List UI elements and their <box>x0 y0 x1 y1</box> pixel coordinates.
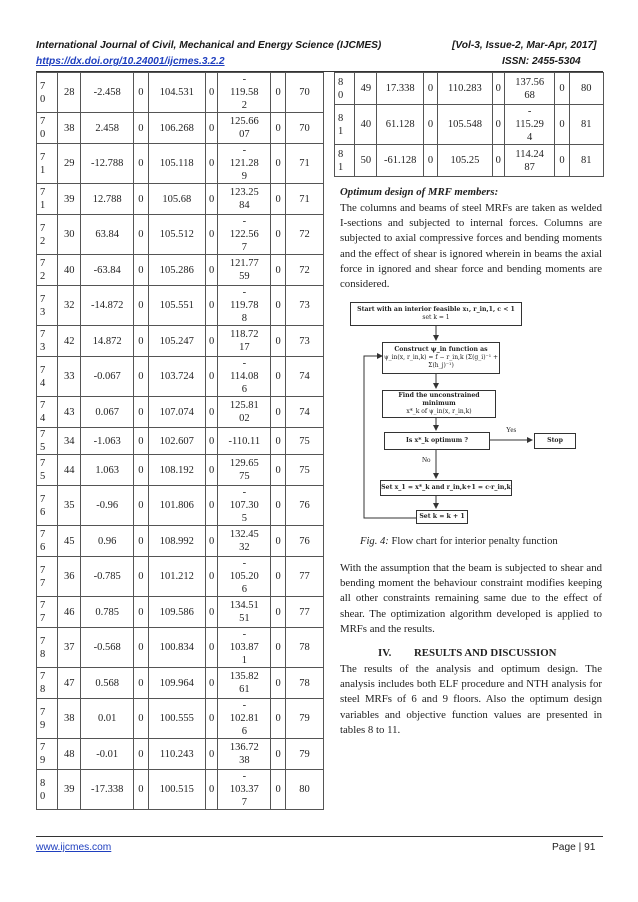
flow-find-text: Find the unconstrained minimum <box>398 392 480 407</box>
table-cell: 7 4 <box>37 357 58 397</box>
table-cell: 0.01 <box>81 699 134 739</box>
table-cell: 0 <box>271 597 286 628</box>
table-cell: 0 <box>134 397 149 428</box>
table-cell: 28 <box>58 73 81 113</box>
table-cell: 63.84 <box>81 215 134 255</box>
table-cell: 125.66 07 <box>218 113 271 144</box>
table-cell: -63.84 <box>81 255 134 286</box>
table-cell: - 115.29 4 <box>504 105 555 145</box>
table-cell: 46 <box>58 597 81 628</box>
table-cell: 135.82 61 <box>218 668 271 699</box>
table-cell: 79 <box>285 739 323 770</box>
table-cell: 0 <box>205 326 218 357</box>
table-row <box>335 73 604 105</box>
figure-caption <box>360 536 558 547</box>
table-cell: 105.25 <box>438 145 493 177</box>
table-cell: 110.243 <box>148 739 205 770</box>
table-cell: 12.788 <box>81 184 134 215</box>
table-cell: - 103.87 1 <box>218 628 271 668</box>
table-row <box>37 113 324 144</box>
table-cell: 136.72 38 <box>218 739 271 770</box>
table-row <box>37 597 324 628</box>
table-cell: 0 <box>555 105 569 145</box>
paragraph-results: The results of the analysis and optimum design. The analysis includes both ELF procedure and NTH analysis for steel MRFs of 6 and 9 floors. Also the optimum design variables and objective function values are presented in tables 8 to 11. <box>340 663 602 736</box>
table-cell: 0 <box>205 668 218 699</box>
table-cell: 29 <box>58 144 81 184</box>
table-cell: 8 0 <box>37 770 58 810</box>
flow-question-box <box>384 432 490 450</box>
table-cell: 34 <box>58 428 81 455</box>
table-cell: 2.458 <box>81 113 134 144</box>
table-cell: 7 0 <box>37 73 58 113</box>
table-cell: 78 <box>285 628 323 668</box>
table-cell: 40 <box>58 255 81 286</box>
table-cell: -1.063 <box>81 428 134 455</box>
table-cell: 107.074 <box>148 397 205 428</box>
table-cell: 129.65 75 <box>218 455 271 486</box>
table-row <box>37 397 324 428</box>
table-cell: - 114.08 6 <box>218 357 271 397</box>
table-cell: 0 <box>555 73 569 105</box>
table-cell: 0 <box>205 597 218 628</box>
table-cell: 0 <box>271 526 286 557</box>
table-cell: 0 <box>205 526 218 557</box>
table-cell: 80 <box>569 73 603 105</box>
table-cell: 123.25 84 <box>218 184 271 215</box>
table-cell: 0 <box>134 215 149 255</box>
table-cell: -17.338 <box>81 770 134 810</box>
table-cell: 0 <box>205 357 218 397</box>
table-cell: 0 <box>134 597 149 628</box>
table-cell: 7 1 <box>37 144 58 184</box>
table-cell: 73 <box>285 286 323 326</box>
volume-info: [Vol-3, Issue-2, Mar-Apr, 2017] <box>452 40 597 51</box>
table-cell: 7 6 <box>37 526 58 557</box>
table-cell: 0 <box>134 326 149 357</box>
table-row <box>37 184 324 215</box>
table-cell: 44 <box>58 455 81 486</box>
figure-label: Fig. 4: <box>360 536 389 547</box>
table-cell: 132.45 32 <box>218 526 271 557</box>
table-cell: 103.724 <box>148 357 205 397</box>
table-cell: 7 9 <box>37 699 58 739</box>
table-cell: 0 <box>271 326 286 357</box>
table-cell: 7 6 <box>37 486 58 526</box>
table-cell: 0 <box>271 286 286 326</box>
table-cell: 0 <box>205 215 218 255</box>
table-cell: -0.01 <box>81 739 134 770</box>
section-heading-mrf: Optimum design of MRF members: <box>340 186 499 198</box>
table-cell: 71 <box>285 144 323 184</box>
table-cell: 0 <box>271 113 286 144</box>
table-cell: - 119.78 8 <box>218 286 271 326</box>
table-cell: 70 <box>285 113 323 144</box>
table-cell: 7 2 <box>37 255 58 286</box>
table-cell: 105.68 <box>148 184 205 215</box>
table-cell: 76 <box>285 486 323 526</box>
table-cell: 1.063 <box>81 455 134 486</box>
table-cell: 0 <box>492 105 504 145</box>
table-row <box>37 526 324 557</box>
table-cell: 0 <box>271 455 286 486</box>
flow-find-box <box>382 390 496 418</box>
table-cell: 0 <box>205 144 218 184</box>
table-cell: 39 <box>58 770 81 810</box>
table-row <box>37 486 324 526</box>
table-cell: 42 <box>58 326 81 357</box>
table-cell: 0.785 <box>81 597 134 628</box>
table-cell: 72 <box>285 255 323 286</box>
table-cell: 38 <box>58 113 81 144</box>
table-cell: 77 <box>285 597 323 628</box>
table-cell: 7 8 <box>37 628 58 668</box>
flow-yes-label: Yes <box>506 426 517 434</box>
table-cell: 118.72 17 <box>218 326 271 357</box>
table-cell: 74 <box>285 397 323 428</box>
table-cell: 73 <box>285 326 323 357</box>
table-cell: 0 <box>134 255 149 286</box>
table-cell: 43 <box>58 397 81 428</box>
table-cell: 0 <box>134 526 149 557</box>
table-cell: 48 <box>58 739 81 770</box>
table-cell: 0 <box>271 770 286 810</box>
table-row <box>37 144 324 184</box>
table-cell: 40 <box>355 105 377 145</box>
table-cell: 7 8 <box>37 668 58 699</box>
table-cell: 7 9 <box>37 739 58 770</box>
table-cell: 0 <box>205 113 218 144</box>
table-row <box>37 739 324 770</box>
table-cell: -0.568 <box>81 628 134 668</box>
table-cell: - 121.28 9 <box>218 144 271 184</box>
table-cell: 105.118 <box>148 144 205 184</box>
table-cell: - 107.30 5 <box>218 486 271 526</box>
table-cell: 49 <box>355 73 377 105</box>
table-cell: 81 <box>569 105 603 145</box>
table-row <box>37 428 324 455</box>
table-row <box>37 255 324 286</box>
table-cell: 0 <box>134 286 149 326</box>
table-cell: 0.96 <box>81 526 134 557</box>
table-row <box>37 326 324 357</box>
table-cell: 0 <box>271 255 286 286</box>
table-cell: 37 <box>58 628 81 668</box>
table-cell: 0 <box>205 286 218 326</box>
table-cell: 39 <box>58 184 81 215</box>
table-cell: 0 <box>423 105 437 145</box>
table-cell: 0 <box>134 770 149 810</box>
table-cell: -2.458 <box>81 73 134 113</box>
table-cell: 105.548 <box>438 105 493 145</box>
table-cell: 0 <box>271 357 286 397</box>
table-cell: 0 <box>134 557 149 597</box>
table-cell: 7 2 <box>37 215 58 255</box>
figure-caption-text: Flow chart for interior penalty function <box>388 536 558 547</box>
doi-link[interactable]: https://dx.doi.org/10.24001/ijcmes.3.2.2 <box>36 56 225 67</box>
table-cell: 100.555 <box>148 699 205 739</box>
table-cell: 100.515 <box>148 770 205 810</box>
table-cell: 38 <box>58 699 81 739</box>
table-cell: 7 0 <box>37 113 58 144</box>
table-cell: 75 <box>285 455 323 486</box>
footer-rule <box>36 836 603 837</box>
table-cell: 61.128 <box>377 105 424 145</box>
table-cell: 0 <box>134 668 149 699</box>
table-cell: - 102.81 6 <box>218 699 271 739</box>
flow-construct-text: Construct ψ_in function as <box>394 346 488 353</box>
table-cell: 101.212 <box>148 557 205 597</box>
table-row <box>37 668 324 699</box>
table-cell: 72 <box>285 215 323 255</box>
table-cell: 100.834 <box>148 628 205 668</box>
table-cell: 7 7 <box>37 597 58 628</box>
journal-title: International Journal of Civil, Mechanical and Energy Science (IJCMES) <box>36 40 382 51</box>
table-cell: 108.192 <box>148 455 205 486</box>
table-cell: 106.268 <box>148 113 205 144</box>
flow-start-text: Start with an interior feasible x₁, r_in,1, c < 1 <box>357 306 515 313</box>
table-cell: 0 <box>134 455 149 486</box>
table-cell: 0 <box>134 486 149 526</box>
table-cell: -0.067 <box>81 357 134 397</box>
table-cell: 45 <box>58 526 81 557</box>
table-cell: 0 <box>134 113 149 144</box>
table-cell: 14.872 <box>81 326 134 357</box>
section-number: IV. <box>378 647 392 659</box>
table-cell: 0 <box>271 668 286 699</box>
table-cell: 105.247 <box>148 326 205 357</box>
table-cell: 30 <box>58 215 81 255</box>
table-cell: 76 <box>285 526 323 557</box>
table-cell: 0 <box>423 73 437 105</box>
table-cell: 0 <box>205 699 218 739</box>
table-cell: -110.11 <box>218 428 271 455</box>
table-cell: 104.531 <box>148 73 205 113</box>
table-cell: 0 <box>271 628 286 668</box>
flow-set-text: Set x_1 = x*_k and r_in,k+1 = c·r_in,k <box>381 484 511 491</box>
flow-stop-box <box>534 433 576 449</box>
table-cell: 0 <box>271 397 286 428</box>
flow-stop-text: Stop <box>547 437 563 444</box>
table-cell: -14.872 <box>81 286 134 326</box>
flow-construct-formula: ψ_in(x, r_in,k) = f − r_in,k (Σ(g_i)⁻¹ + Σ(h_j)⁻¹) <box>383 354 499 369</box>
table-cell: 50 <box>355 145 377 177</box>
table-cell: 0 <box>271 739 286 770</box>
flow-construct-box <box>382 342 500 374</box>
table-cell: 7 5 <box>37 428 58 455</box>
table-cell: 7 5 <box>37 455 58 486</box>
table-cell: 0 <box>271 215 286 255</box>
table-row <box>37 73 324 113</box>
table-cell: 0 <box>271 486 286 526</box>
table-row <box>37 455 324 486</box>
flow-increment-box <box>416 510 468 524</box>
footer-site-link[interactable]: www.ijcmes.com <box>36 842 112 853</box>
table-cell: 114.24 87 <box>504 145 555 177</box>
paragraph-shear: With the assumption that the beam is subjected to shear and bending moment the behaviour constraint modifies keeping all other constraints remaining same due to the effect of shear. The optimization algorithm developed is applied to MRFs and the results. <box>340 562 602 635</box>
table-row <box>37 770 324 810</box>
paragraph-mrf: The columns and beams of steel MRFs are taken as welded I-sections and subjected to internal forces. Columns are subjected to axial compressive forces and bending moments and the effect of shear is ignored wherein in beams the axial force in ignored and shear force and bending moments are considered. <box>340 202 602 291</box>
section-heading-results: RESULTS AND DISCUSSION <box>414 647 557 659</box>
table-row <box>37 215 324 255</box>
flow-no-label: No <box>422 456 431 464</box>
table-cell: - 105.20 6 <box>218 557 271 597</box>
table-cell: 0.568 <box>81 668 134 699</box>
table-cell: 0 <box>134 144 149 184</box>
flow-find-text2: x*_k of ψ_in(x, r_in,k) <box>406 408 472 415</box>
table-cell: 105.551 <box>148 286 205 326</box>
table-cell: 0 <box>134 184 149 215</box>
table-cell: 105.512 <box>148 215 205 255</box>
table-cell: 0 <box>134 699 149 739</box>
issn: ISSN: 2455-5304 <box>502 56 581 67</box>
table-cell: 0 <box>271 184 286 215</box>
page-number: Page | 91 <box>552 842 596 853</box>
table-row <box>37 699 324 739</box>
table-cell: 35 <box>58 486 81 526</box>
table-cell: -0.785 <box>81 557 134 597</box>
flowchart-figure <box>342 296 604 526</box>
table-cell: 17.338 <box>377 73 424 105</box>
table-cell: 0 <box>271 557 286 597</box>
table-cell: 0 <box>134 628 149 668</box>
table-cell: 0 <box>271 73 286 113</box>
table-cell: 75 <box>285 428 323 455</box>
table-cell: 79 <box>285 699 323 739</box>
table-cell: 7 4 <box>37 397 58 428</box>
table-cell: 7 1 <box>37 184 58 215</box>
table-row <box>335 145 604 177</box>
table-cell: 7 3 <box>37 326 58 357</box>
table-cell: 0 <box>205 557 218 597</box>
table-row <box>37 286 324 326</box>
flow-set-box <box>380 480 512 496</box>
table-cell: 0 <box>134 357 149 397</box>
table-cell: 80 <box>285 770 323 810</box>
table-cell: 36 <box>58 557 81 597</box>
table-row <box>37 557 324 597</box>
table-cell: 102.607 <box>148 428 205 455</box>
table-cell: 0 <box>134 739 149 770</box>
table-cell: 74 <box>285 357 323 397</box>
table-cell: 71 <box>285 184 323 215</box>
table-cell: 0.067 <box>81 397 134 428</box>
flow-increment-text: Set k = k + 1 <box>419 513 465 520</box>
table-cell: 108.992 <box>148 526 205 557</box>
table-cell: 78 <box>285 668 323 699</box>
table-cell: 77 <box>285 557 323 597</box>
table-cell: 110.283 <box>438 73 493 105</box>
table-cell: 0 <box>205 397 218 428</box>
table-cell: 8 1 <box>335 105 355 145</box>
table-cell: -61.128 <box>377 145 424 177</box>
table-cell: 0 <box>205 628 218 668</box>
results-table-right <box>334 72 604 177</box>
table-cell: 109.586 <box>148 597 205 628</box>
table-cell: 105.286 <box>148 255 205 286</box>
table-cell: - 122.56 7 <box>218 215 271 255</box>
table-cell: 81 <box>569 145 603 177</box>
table-cell: 134.51 51 <box>218 597 271 628</box>
table-cell: 8 1 <box>335 145 355 177</box>
table-cell: 33 <box>58 357 81 397</box>
table-cell: 7 3 <box>37 286 58 326</box>
table-cell: 0 <box>205 184 218 215</box>
table-cell: 0 <box>205 486 218 526</box>
table-row <box>37 628 324 668</box>
table-cell: -12.788 <box>81 144 134 184</box>
table-cell: 32 <box>58 286 81 326</box>
table-cell: 0 <box>492 73 504 105</box>
table-cell: 109.964 <box>148 668 205 699</box>
table-cell: -0.96 <box>81 486 134 526</box>
flow-start-box <box>350 302 522 326</box>
table-row <box>335 105 604 145</box>
table-cell: 125.81 02 <box>218 397 271 428</box>
table-cell: 0 <box>205 770 218 810</box>
table-cell: 0 <box>271 428 286 455</box>
results-table-left <box>36 72 324 810</box>
table-cell: 70 <box>285 73 323 113</box>
table-cell: 7 7 <box>37 557 58 597</box>
table-cell: 0 <box>205 428 218 455</box>
table-row <box>37 357 324 397</box>
table-cell: 0 <box>555 145 569 177</box>
table-cell: 0 <box>134 73 149 113</box>
flow-start-text2: set k = 1 <box>422 314 450 321</box>
table-cell: - 119.58 2 <box>218 73 271 113</box>
table-cell: 0 <box>271 699 286 739</box>
table-cell: 0 <box>205 73 218 113</box>
table-cell: 0 <box>205 455 218 486</box>
table-cell: 0 <box>205 255 218 286</box>
table-cell: 0 <box>134 428 149 455</box>
table-cell: 0 <box>492 145 504 177</box>
table-cell: 8 0 <box>335 73 355 105</box>
table-cell: 47 <box>58 668 81 699</box>
table-cell: - 103.37 7 <box>218 770 271 810</box>
table-cell: 0 <box>423 145 437 177</box>
table-cell: 121.77 59 <box>218 255 271 286</box>
flow-question-text: Is x*_k optimum ? <box>405 437 469 444</box>
table-cell: 101.806 <box>148 486 205 526</box>
table-cell: 0 <box>205 739 218 770</box>
table-cell: 0 <box>271 144 286 184</box>
table-cell: 137.56 68 <box>504 73 555 105</box>
